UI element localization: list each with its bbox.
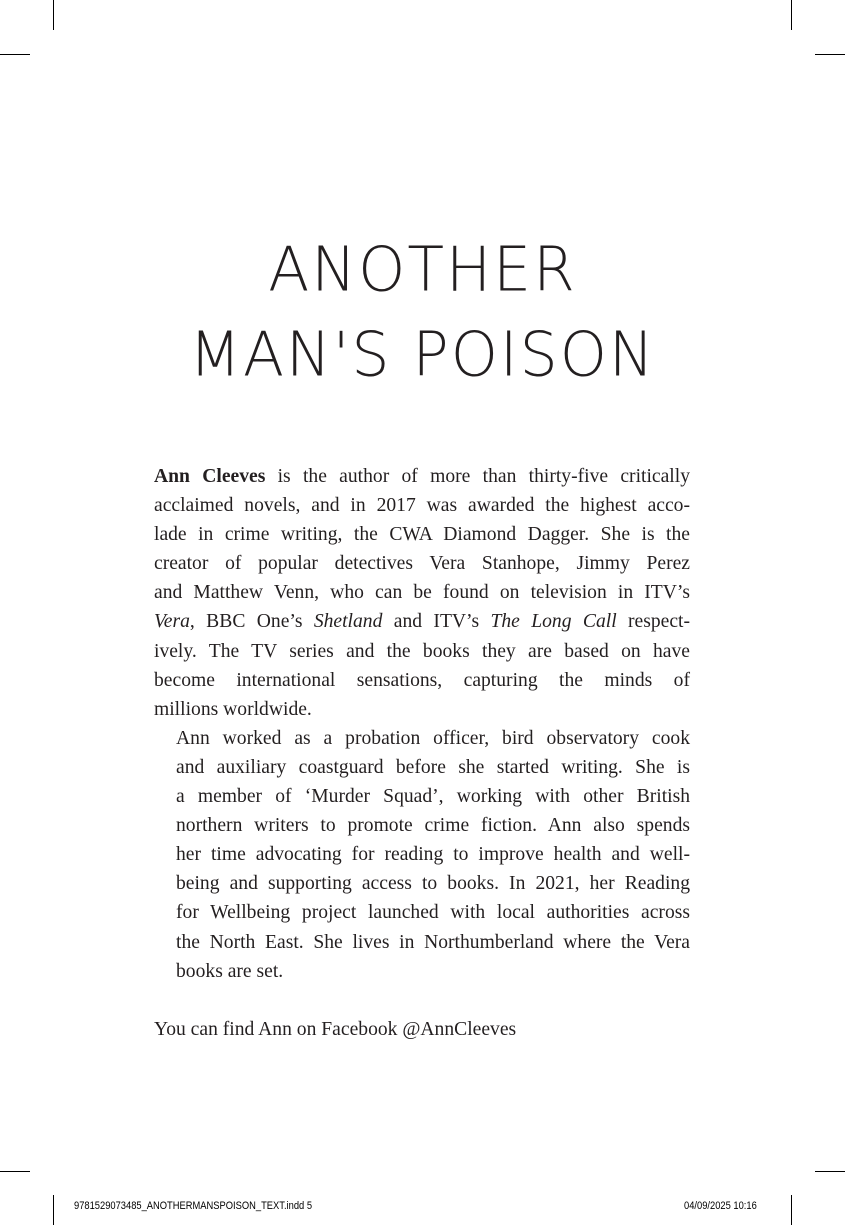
tv-title: Shetland bbox=[313, 611, 383, 633]
tv-title: The Long Call bbox=[490, 611, 617, 633]
author-name: Ann Cleeves bbox=[154, 466, 266, 487]
bio-line: her time advocating for reading to improve health and well- bbox=[176, 844, 690, 866]
bio-line: being and supporting access to books. In 2021, her Reading bbox=[176, 873, 690, 895]
crop-mark-bottom-right-horizontal bbox=[815, 1171, 845, 1172]
bio-line: books are set. bbox=[176, 960, 284, 982]
bio-line: and Matthew Venn, who can be found on television in ITV’s bbox=[154, 582, 690, 604]
book-title-line-1: ANOTHER bbox=[268, 234, 577, 306]
bio-line: and auxiliary coastguard before she started writing. She is bbox=[176, 756, 690, 778]
crop-mark-bottom-right-vertical bbox=[791, 1195, 792, 1225]
tv-title: Vera bbox=[154, 611, 190, 633]
bio-line: millions worldwide. bbox=[154, 698, 312, 720]
bio-line: lade in crime writing, the CWA Diamond Dagger. She is the bbox=[154, 524, 690, 546]
bio-paragraph-2 bbox=[154, 724, 690, 986]
bio-line: creator of popular detectives Vera Stanhope, Jimmy Perez bbox=[154, 553, 690, 575]
crop-mark-top-right-horizontal bbox=[815, 54, 845, 55]
crop-mark-top-right-vertical bbox=[791, 0, 792, 30]
bio-line: for Wellbeing project launched with local authorities across bbox=[176, 902, 690, 924]
author-bio bbox=[154, 462, 690, 1044]
bio-line: Vera, BBC One’s Shetland and ITV’s The Long Call respect- bbox=[154, 611, 691, 633]
bio-line: Ann worked as a probation officer, bird observatory cook bbox=[176, 727, 690, 749]
indd-file-slug: 9781529073485_ANOTHERMANSPOISON_TEXT.indd 5 bbox=[74, 1200, 313, 1212]
crop-mark-top-left-vertical bbox=[53, 0, 54, 30]
bio-line: northern writers to promote crime fiction. Ann also spends bbox=[176, 815, 690, 837]
social-contact-line: You can find Ann on Facebook @AnnCleeves bbox=[154, 1018, 517, 1040]
bio-line: a member of ‘Murder Squad’, working with other British bbox=[176, 786, 690, 808]
bio-line: Ann Cleeves is the author of more than thirty-five critically bbox=[154, 466, 690, 487]
bio-line: acclaimed novels, and in 2017 was awarded the highest acco- bbox=[154, 495, 690, 517]
bio-paragraph-1 bbox=[154, 462, 690, 724]
bio-line: the North East. She lives in Northumberland where the Vera bbox=[176, 931, 690, 953]
crop-mark-bottom-left-vertical bbox=[53, 1195, 54, 1225]
crop-mark-top-left-horizontal bbox=[0, 54, 30, 55]
bio-line: ively. The TV series and the books they are based on have bbox=[154, 640, 690, 662]
print-timestamp: 04/09/2025 10:16 bbox=[684, 1200, 757, 1212]
bio-line: become international sensations, capturing the minds of bbox=[154, 669, 690, 691]
crop-mark-bottom-left-horizontal bbox=[0, 1171, 30, 1172]
book-title-line-2: MAN'S POISON bbox=[189, 319, 656, 391]
